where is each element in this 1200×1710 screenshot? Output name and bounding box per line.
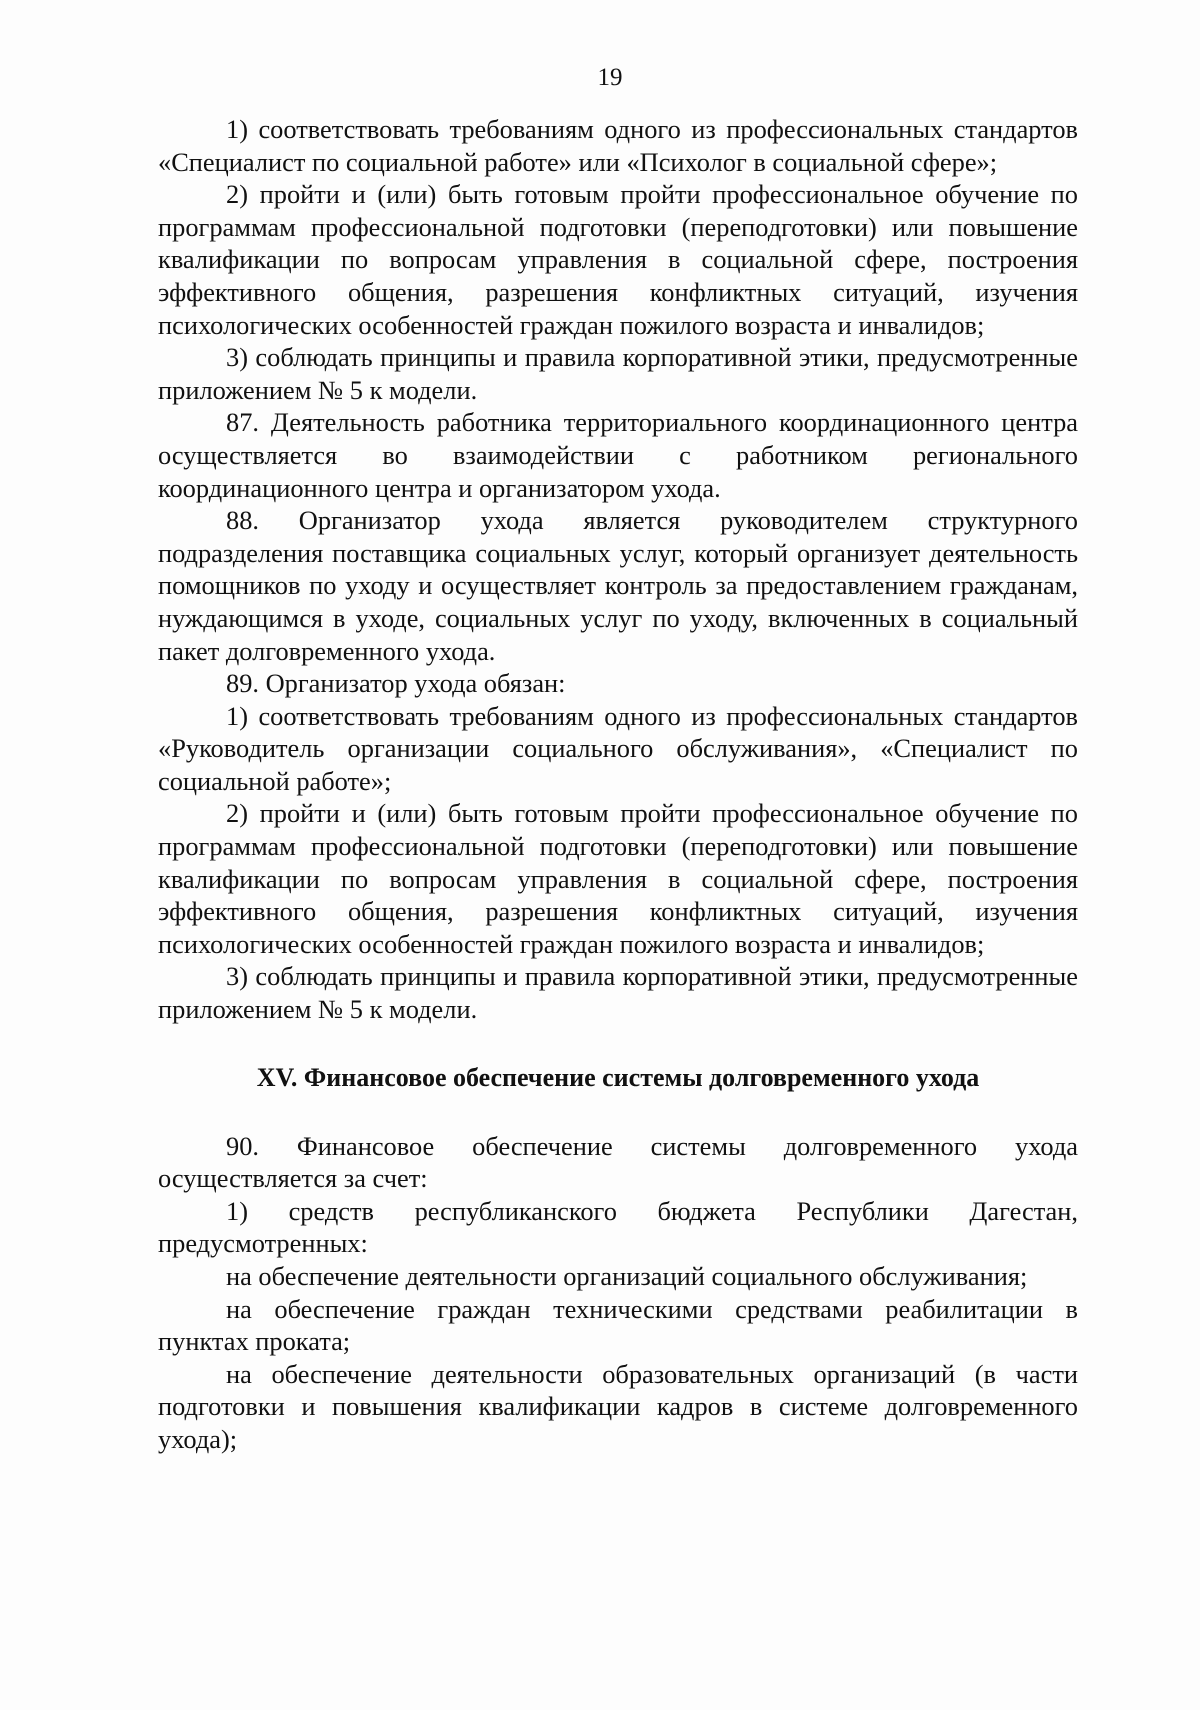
paragraph: 90. Финансовое обеспечение системы долговременного ухода осуществляется за счет: bbox=[158, 1130, 1078, 1194]
section-heading: XV. Финансовое обеспечение системы долговременного ухода bbox=[256, 1062, 980, 1092]
paragraph: 87. Деятельность работника территориального координационного центра осуществляется во взаимодействии с работником регионального координационного центра и организатором ухода. bbox=[158, 407, 1078, 503]
paragraph: 88. Организатор ухода является руководителем структурного подразделения поставщика социальных услуг, который организует деятельность помощников по уходу и осуществляет контроль за предоставлением гражданам, нуждающимся в уходе, социальных услуг по уходу, включенных в социальный пакет долговременного ухода. bbox=[158, 505, 1078, 666]
paragraph: на обеспечение граждан техническими средствами реабилитации в пунктах проката; bbox=[158, 1293, 1078, 1357]
document-body bbox=[158, 113, 1078, 1456]
paragraph: 1) соответствовать требованиям одного из профессиональных стандартов «Руководитель организации социального обслуживания», «Специалист по социальной работе»; bbox=[158, 700, 1078, 796]
paragraph: 2) пройти и (или) быть готовым пройти профессиональное обучение по программам профессиональной подготовки (переподготовки) или повышение квалификации по вопросам управления в социальной сфере, построения эффективного общения, разрешения конфликтных ситуаций, изучения психологических особенностей граждан пожилого возраста и инвалидов; bbox=[158, 798, 1078, 959]
paragraph: 1) средств республиканского бюджета Республики Дагестан, предусмотренных: bbox=[158, 1195, 1078, 1259]
paragraph: 2) пройти и (или) быть готовым пройти профессиональное обучение по программам профессиональной подготовки (переподготовки) или повышение квалификации по вопросам управления в социальной сфере, построения эффективного общения, разрешения конфликтных ситуаций, изучения психологических особенностей граждан пожилого возраста и инвалидов; bbox=[158, 179, 1078, 340]
paragraph: 89. Организатор ухода обязан: bbox=[226, 668, 566, 699]
page-number: 19 bbox=[597, 64, 623, 91]
paragraph: на обеспечение деятельности образовательных организаций (в части подготовки и повышения квалификации кадров в системе долговременного ухода); bbox=[158, 1358, 1078, 1454]
paragraph: на обеспечение деятельности организаций социального обслуживания; bbox=[226, 1261, 1028, 1291]
paragraph: 3) соблюдать принципы и правила корпоративной этики, предусмотренные приложением № 5 к модели. bbox=[158, 961, 1078, 1025]
paragraph: 1) соответствовать требованиям одного из профессиональных стандартов «Специалист по социальной работе» или «Психолог в социальной сфере»; bbox=[158, 114, 1078, 177]
paragraph: 3) соблюдать принципы и правила корпоративной этики, предусмотренные приложением № 5 к модели. bbox=[158, 342, 1078, 405]
